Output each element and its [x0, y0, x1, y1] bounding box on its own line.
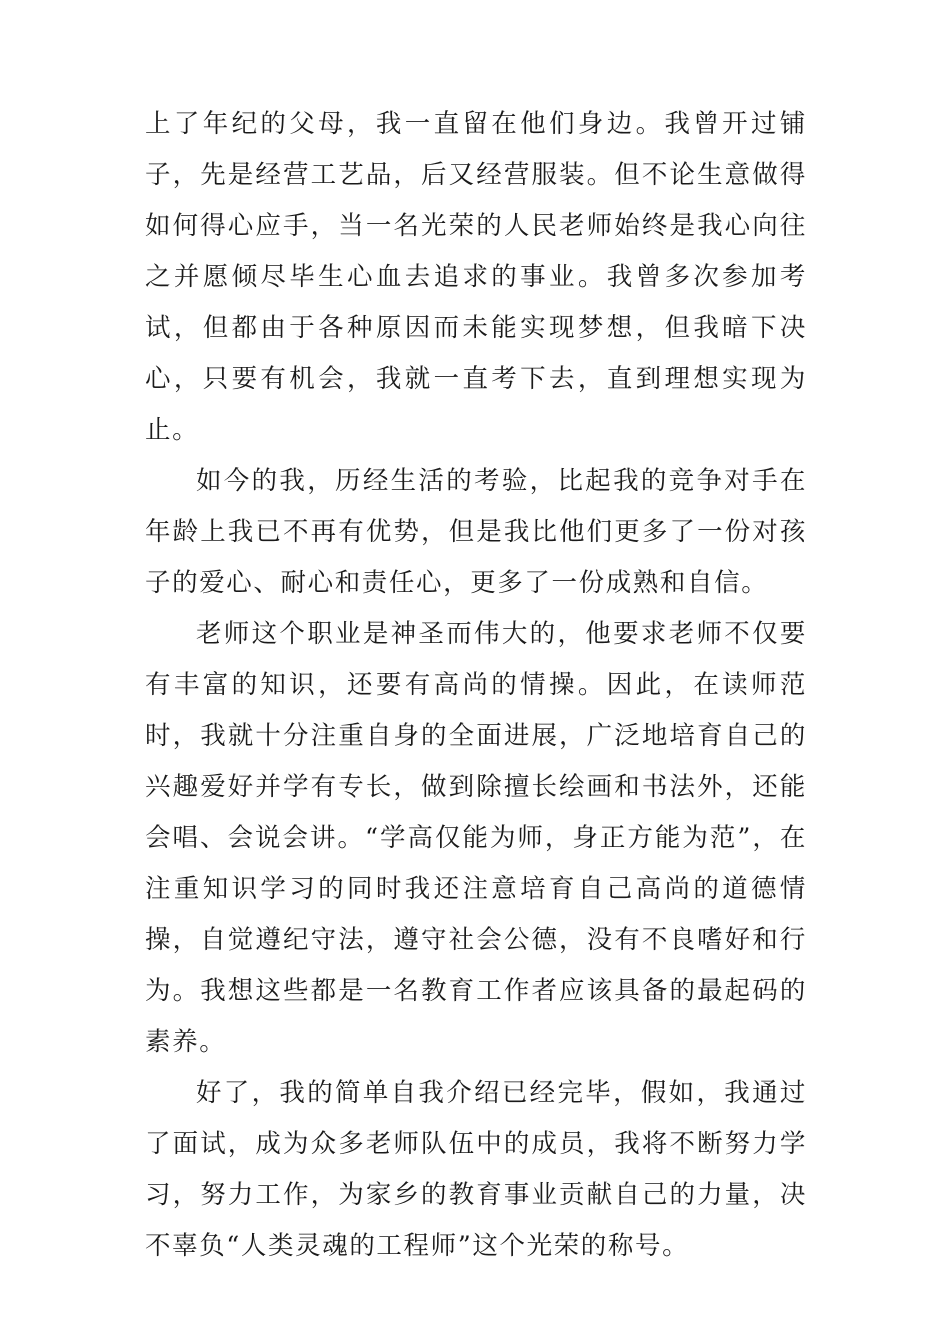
- paragraph-3: 老师这个职业是神圣而伟大的，他要求老师不仅要有丰富的知识，还要有高尚的情操。因此，在读师范时，我就十分注重自身的全面进展，广泛地培育自己的兴趣爱好并学有专长，做到除擅长绘画和书法外，还能会唱、会说会讲。“学高仅能为师，身正方能为范”，在注重知识学习的同时我还注意培育自己高尚的道德情操，自觉遵纪守法，遵守社会公德，没有不良嗜好和行为。我想这些都是一名教育工作者应该具备的最起码的素养。: [145, 619, 807, 1057]
- document-body: [145, 99, 807, 1272]
- paragraph-1: 上了年纪的父母，我一直留在他们身边。我曾开过铺子，先是经营工艺品，后又经营服装。但不论生意做得如何得心应手，当一名光荣的人民老师始终是我心向往之并愿倾尽毕生心血去追求的事业。我曾多次参加考试，但都由于各种原因而未能实现梦想，但我暗下决心，只要有机会，我就一直考下去，直到理想实现为止。: [145, 109, 807, 445]
- paragraph-4: 好了，我的简单自我介绍已经完毕，假如，我通过了面试，成为众多老师队伍中的成员，我将不断努力学习，努力工作，为家乡的教育事业贡献自己的力量，决不辜负“人类灵魂的工程师”这个光荣的称号。: [145, 1078, 807, 1261]
- paragraph-2: 如今的我，历经生活的考验，比起我的竞争对手在年龄上我已不再有优势，但是我比他们更多了一份对孩子的爱心、耐心和责任心，更多了一份成熟和自信。: [145, 466, 807, 598]
